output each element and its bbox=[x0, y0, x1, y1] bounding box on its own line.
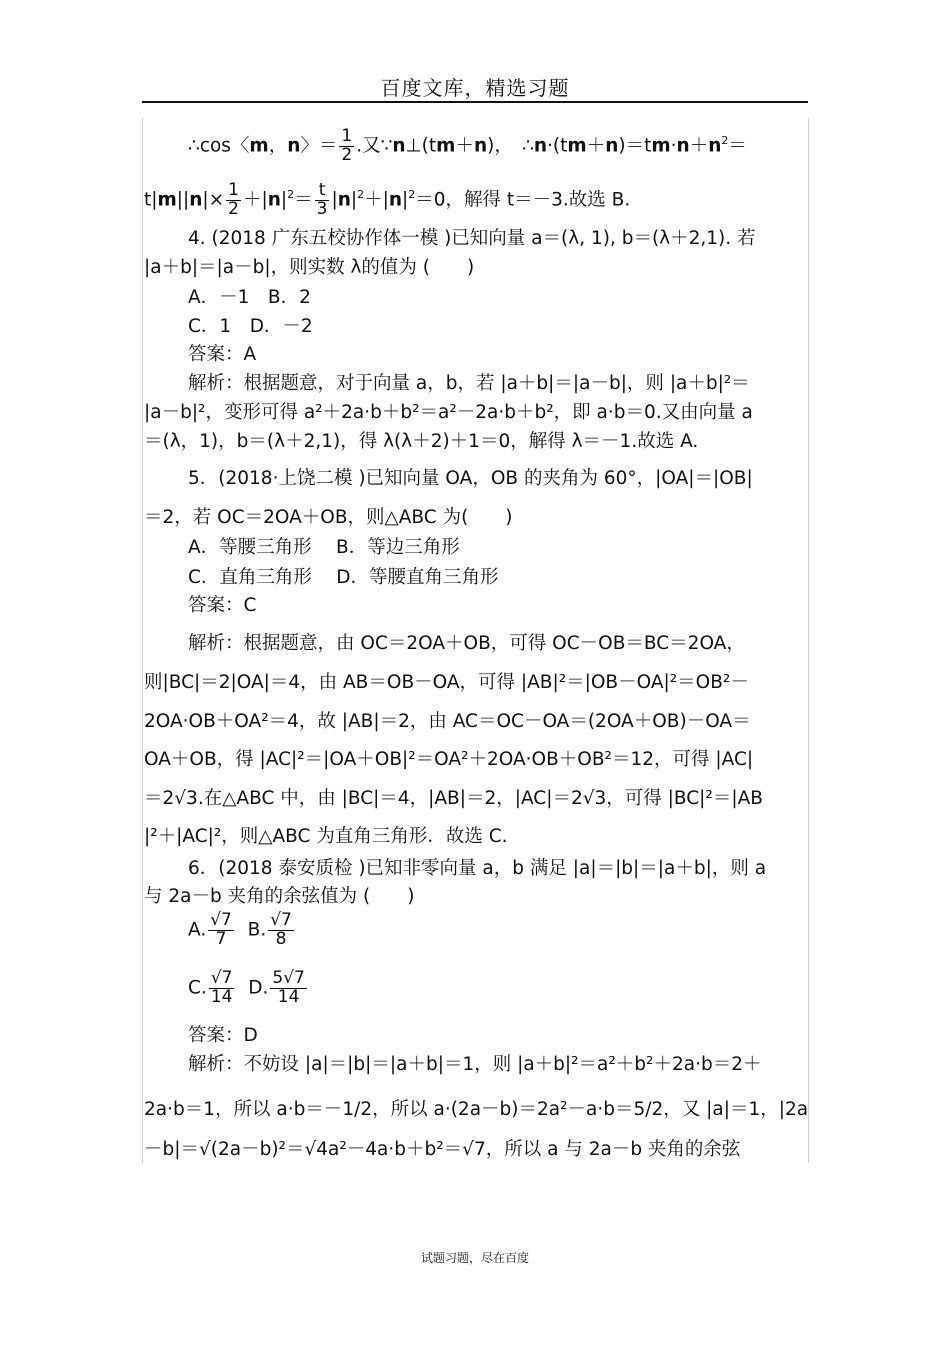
q5-analysis-6: |²＋|AC|²，则△ABC 为直角三角形．故选 C. bbox=[144, 826, 508, 847]
q5-analysis-3: 2OA·OB＋OA²＝4，故 |AB|＝2，由 AC＝OC－OA＝(2OA＋OB)－OA＝ bbox=[144, 711, 751, 732]
q6-answer: 答案：D bbox=[188, 1025, 258, 1046]
q6-stem: 6．(2018 泰安质检 )已知非零向量 a，b 满足 |a|＝|b|＝|a＋b|，则 a bbox=[188, 858, 767, 879]
q5-analysis-2: 则|BC|＝2|OA|＝4，由 AB＝OB－OA，可得 |AB|²＝|OB－OA|²＝OB²－ bbox=[144, 672, 749, 693]
q4-options-cd: C．1 D．－2 bbox=[188, 316, 313, 337]
q5-answer: 答案：C bbox=[188, 595, 257, 616]
q6-analysis-1: 解析：不妨设 |a|＝|b|＝|a＋b|＝1，则 |a＋b|²＝a²＋b²＋2a·b＝2＋ bbox=[188, 1054, 762, 1075]
q3-tail-line-1: ∴cos〈m，n〉＝ $\frac{1}{2}$ .又∵n⊥(tm＋n)， $\therefore n\cdot(tm+n)=tm\cdot n+n^2=$ bbox=[188, 126, 747, 165]
q6-option-c-den: 14 bbox=[210, 986, 233, 1007]
q6-option-d-num: 5√7 bbox=[272, 968, 305, 988]
q6-option-a-num: √7 bbox=[210, 910, 232, 930]
q6-analysis-2: 2a·b＝1，所以 a·b＝－1/2，所以 a·(2a－b)＝2a²－a·b＝5/2，又 |a|＝1，|2a bbox=[144, 1099, 809, 1120]
q5-analysis-4: OA＋OB，得 |AC|²＝|OA＋OB|²＝OA²＋2OA·OB＋OB²＝12，可得 |AC| bbox=[144, 749, 754, 770]
q6-option-c-num: √7 bbox=[210, 968, 233, 988]
q4-options-ab: A．－1 B．2 bbox=[188, 287, 311, 308]
q4-stem: 4. (2018 广东五校协作体一模 )已知向量 a＝(λ, 1), b＝(λ＋2,1). 若 bbox=[188, 228, 756, 249]
q6-option-a-den: 7 bbox=[215, 928, 227, 949]
q4-answer: 答案：A bbox=[188, 344, 257, 365]
q6-option-b-label: B. bbox=[247, 919, 267, 941]
q6-option-c-label: C. bbox=[188, 977, 207, 999]
q5-options-ab: A．等腰三角形 B．等边三角形 bbox=[188, 537, 460, 558]
q5-analysis-1: 解析：根据题意，由 OC＝2OA＋OB，可得 OC－OB＝BC＝2OA， bbox=[188, 633, 745, 654]
q6-options-cd bbox=[188, 970, 309, 1007]
q6-options-ab bbox=[188, 912, 296, 949]
page-header-title: 百度文库，精选习题 bbox=[380, 76, 570, 100]
q6-option-d-label: D. bbox=[248, 977, 269, 999]
q4-stem-2: |a＋b|＝|a－b|，则实数 λ的值为 ( ) bbox=[144, 257, 475, 278]
header-divider bbox=[142, 101, 808, 103]
q6-option-b-den: 8 bbox=[275, 928, 287, 949]
q3-tail-line-2: t|m||n|× $\frac{1}{2}$ $+|n|^2=$ $\frac{t}{3}$ $|n|^2+|n|^2=0$，解得 t＝－3.故选 B. bbox=[144, 180, 631, 219]
q6-stem-2: 与 2a－b 夹角的余弦值为 ( ) bbox=[144, 886, 415, 907]
q5-stem: 5．(2018·上饶二模 )已知向量 OA，OB 的夹角为 60°，|OA|＝|OB| bbox=[188, 468, 753, 489]
q6-analysis-3: －b|＝√(2a－b)²＝√4a²－4a·b＋b²＝√7，所以 a 与 2a－b 夹角的余弦 bbox=[144, 1139, 741, 1160]
q5-options-cd: C．直角三角形 D．等腰直角三角形 bbox=[188, 567, 499, 588]
page-footer: 试题习题，尽在百度 bbox=[420, 1251, 529, 1265]
q4-analysis-1: 解析：根据题意，对于向量 a，b，若 |a＋b|＝|a－b|，则 |a＋b|²＝ bbox=[188, 373, 750, 394]
q4-analysis-3: ＝(λ，1)，b＝(λ＋2,1)，得 λ(λ＋2)＋1＝0，解得 λ＝－1.故选 A. bbox=[144, 431, 699, 452]
q6-option-d-den: 14 bbox=[277, 986, 300, 1007]
q6-option-b-num: √7 bbox=[270, 910, 292, 930]
q5-analysis-5: ＝2√3.在△ABC 中，由 |BC|＝4，|AB|＝2，|AC|＝2√3，可得 |BC|²＝|AB bbox=[144, 788, 763, 809]
q5-stem-2: ＝2，若 OC＝2OA＋OB，则△ABC 为( ) bbox=[144, 507, 513, 528]
q6-option-a-label: A. bbox=[188, 919, 207, 941]
q4-analysis-2: |a－b|²，变形可得 a²＋2a·b＋b²＝a²－2a·b＋b²，即 a·b＝0.又由向量 a bbox=[144, 402, 753, 423]
